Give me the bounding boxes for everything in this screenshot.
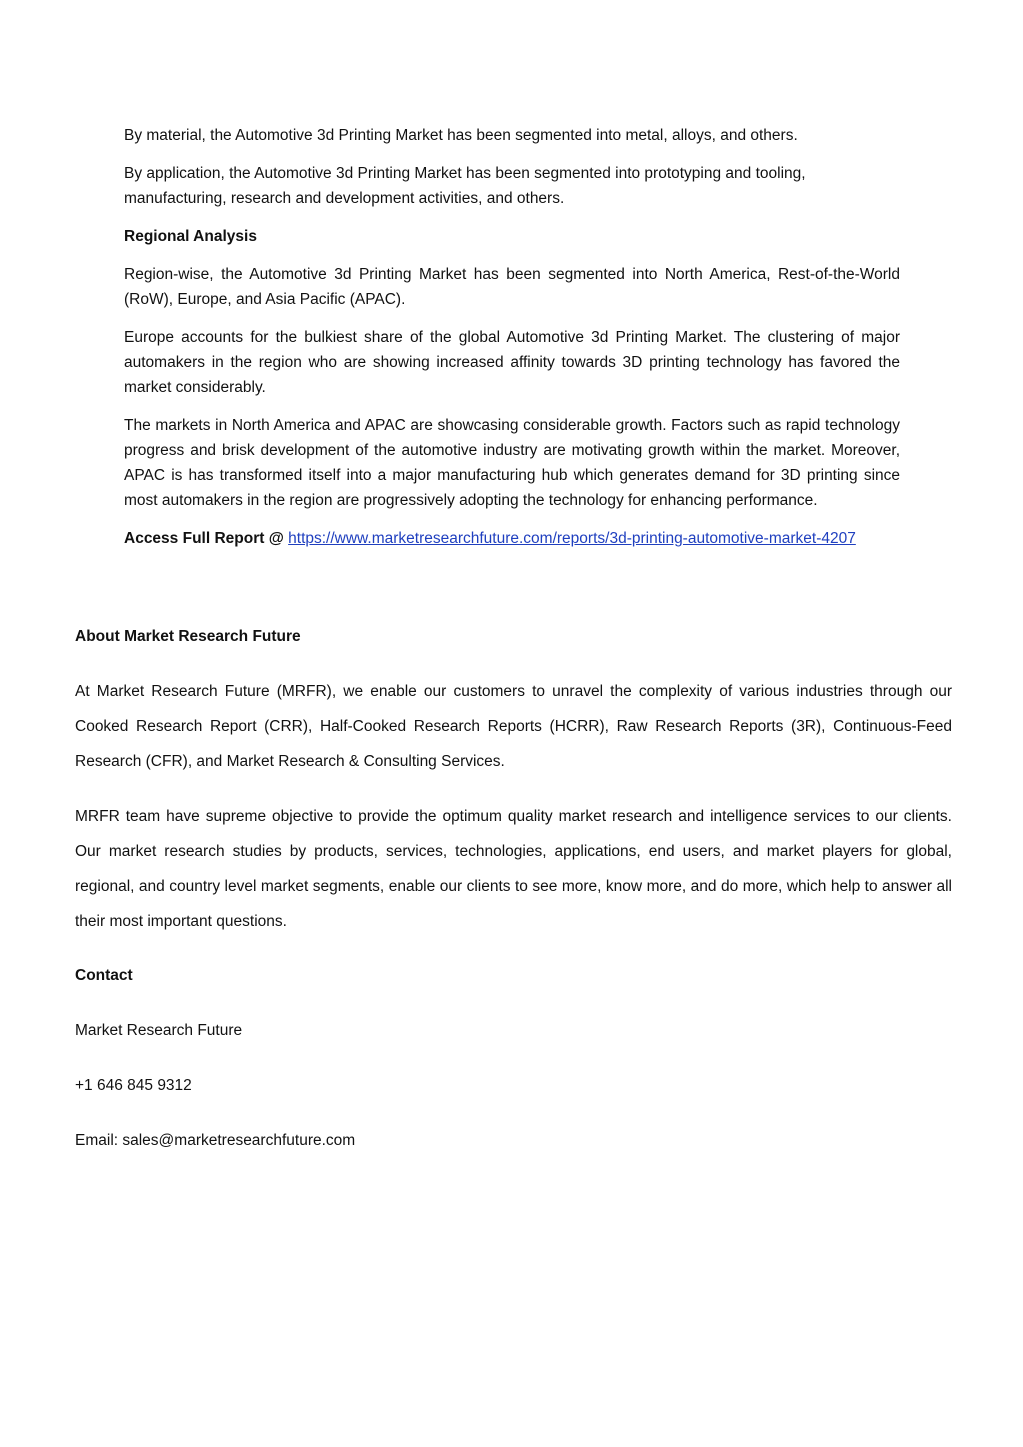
about-heading: About Market Research Future	[75, 628, 301, 645]
contact-company-wrap	[75, 1018, 952, 1043]
application-segment-text: By application, the Automotive 3d Printing Market has been segmented into prototyping and tooling, manufacturing, research and development activities, and others.	[124, 165, 806, 207]
about-paragraph-1: At Market Research Future (MRFR), we enable our customers to unravel the complexity of various industries through our Cooked Research Report (CRR), Half-Cooked Research Reports (HCRR), Raw Research Reports (3R), Continuous-Feed Research (CFR), and Market Research & Consulting Services.	[75, 683, 952, 770]
regional-paragraph-1: Region-wise, the Automotive 3d Printing Market has been segmented into North America, Rest-of-the-World (RoW), Europe, and Asia Pacific (APAC).	[124, 266, 900, 308]
about-heading-wrap	[75, 624, 952, 649]
contact-heading: Contact	[75, 967, 133, 984]
report-link[interactable]: https://www.marketresearchfuture.com/reports/3d-printing-automotive-market-4207	[288, 530, 856, 547]
about-paragraph-2: MRFR team have supreme objective to provide the optimum quality market research and intelligence services to our clients. Our market research studies by products, services, technologies, applications, end users, and market players for global, regional, and country level market segments, enable our clients to see more, know more, and do more, which help to answer all their most important questions.	[75, 808, 952, 930]
contact-phone: +1 646 845 9312	[75, 1077, 192, 1094]
segments-section	[124, 123, 900, 564]
contact-phone-wrap	[75, 1073, 952, 1098]
access-report-label: Access Full Report @	[124, 530, 284, 547]
material-segment-text: By material, the Automotive 3d Printing Market has been segmented into metal, alloys, and others.	[124, 127, 798, 144]
contact-email: Email: sales@marketresearchfuture.com	[75, 1132, 356, 1149]
contact-company: Market Research Future	[75, 1022, 243, 1039]
contact-heading-wrap	[75, 963, 952, 988]
regional-analysis-heading: Regional Analysis	[124, 228, 257, 245]
regional-paragraph-2: Europe accounts for the bulkiest share of the global Automotive 3d Printing Market. The clustering of major automakers in the region who are showing increased affinity towards 3D printing technology has favored the market considerably.	[124, 329, 900, 396]
access-report-line	[124, 526, 900, 551]
about-paragraph-2-wrap	[75, 799, 952, 939]
regional-paragraph-3: The markets in North America and APAC are showcasing considerable growth. Factors such as rapid technology progress and brisk development of the automotive industry are motivating growth within the market. Moreover, APAC is has transformed itself into a major manufacturing hub which generates demand for 3D printing since most automakers in the region are progressively adopting the technology for enhancing performance.	[124, 417, 900, 509]
about-paragraph-1-wrap	[75, 674, 952, 779]
contact-email-wrap	[75, 1128, 952, 1153]
